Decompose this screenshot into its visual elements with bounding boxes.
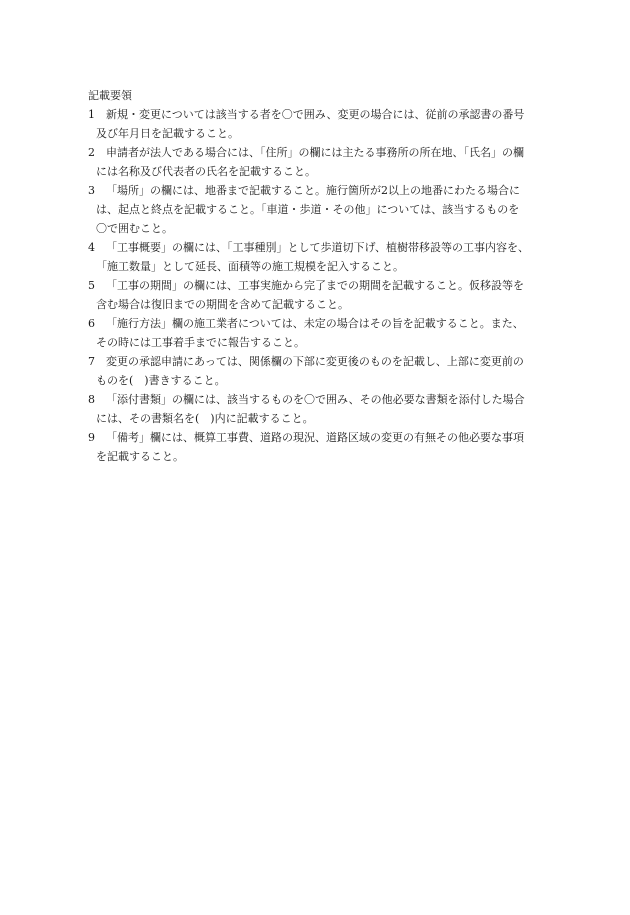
item-text-line: 「工事の期間」の欄には、工事実施から完了までの期間を記載すること。仮移設等を <box>106 279 524 292</box>
item-text-line: 及び年月日を記載すること。 <box>96 127 239 140</box>
item-text-line: ものを( )書きすること。 <box>96 374 226 387</box>
item-text-line: 「工事概要」の欄には、「工事種別」として歩道切下げ、植樹帯移設等の工事内容を、 <box>106 241 530 254</box>
item-text-line: 含む場合は復旧までの期間を含めて記載すること。 <box>96 298 349 311</box>
item-text <box>96 276 558 314</box>
section-heading: 記載要領 <box>88 89 132 102</box>
instruction-item <box>88 143 558 181</box>
instruction-item <box>88 181 558 238</box>
instruction-item <box>88 314 558 352</box>
item-number: 4 <box>88 241 95 254</box>
item-text <box>96 314 558 352</box>
item-text-line: を記載すること。 <box>96 450 184 463</box>
instruction-list <box>88 105 558 466</box>
item-number: 6 <box>88 317 95 330</box>
item-number: 5 <box>88 279 95 292</box>
item-text-line: 「備考」欄には、概算工事費、道路の現況、道路区域の変更の有無その他必要な事項 <box>106 431 524 444</box>
item-number: 2 <box>88 146 95 159</box>
item-text-line: 変更の承認申請にあっては、関係欄の下部に変更後のものを記載し、上部に変更前の <box>106 355 524 368</box>
item-text <box>96 181 558 238</box>
item-text <box>96 238 558 276</box>
item-text-line: には名称及び代表者の氏名を記載すること。 <box>96 165 316 178</box>
item-text <box>96 428 558 466</box>
item-text-line: 「施行方法」欄の施工業者については、未定の場合はその旨を記載すること。また、 <box>106 317 524 330</box>
item-text <box>96 390 558 428</box>
instruction-item <box>88 428 558 466</box>
instruction-item <box>88 276 558 314</box>
item-text-line: その時には工事着手までに報告すること。 <box>96 336 305 349</box>
item-text-line: 新規・変更については該当する者を〇で囲み、変更の場合には、従前の承認書の番号 <box>106 108 525 121</box>
item-text-line: 「場所」の欄には、地番まで記載すること。施行箇所が2以上の地番にわたる場合に <box>106 184 520 197</box>
item-text <box>96 352 558 390</box>
item-text-line: 「施工数量」として延長、面積等の施工規模を記入すること。 <box>96 260 404 273</box>
item-text <box>96 105 558 143</box>
item-text <box>96 143 558 181</box>
instruction-item <box>88 238 558 276</box>
item-text-line: 申請者が法人である場合には、「住所」の欄には主たる事務所の所在地、「氏名」の欄 <box>106 146 524 159</box>
item-text-line: 〇で囲むこと。 <box>96 222 173 235</box>
item-number: 3 <box>88 184 95 197</box>
document-page <box>88 86 558 466</box>
instruction-item <box>88 390 558 428</box>
instruction-item <box>88 105 558 143</box>
item-text-line: は、起点と終点を記載すること。「車道・歩道・その他」については、該当するものを <box>96 203 520 216</box>
item-number: 9 <box>88 431 95 444</box>
item-number: 7 <box>88 355 95 368</box>
item-number: 1 <box>88 108 95 121</box>
instruction-item <box>88 352 558 390</box>
item-number: 8 <box>88 393 95 406</box>
item-text-line: には、その書類名を( )内に記載すること。 <box>96 412 314 425</box>
item-text-line: 「添付書類」の欄には、該当するものを〇で囲み、その他必要な書類を添付した場合 <box>106 393 525 406</box>
